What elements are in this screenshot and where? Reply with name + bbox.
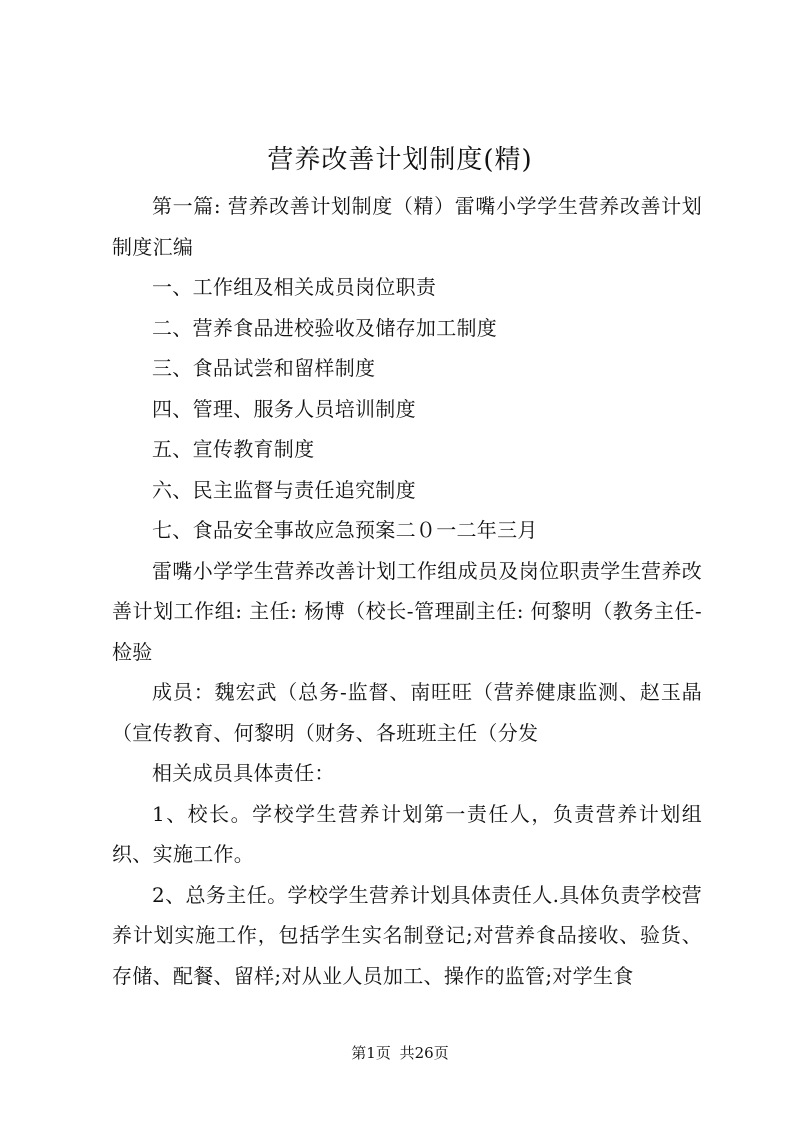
paragraph: 三、食品试尝和留样制度 [152,356,376,380]
paragraph: 二、营养食品进校验收及储存加工制度 [152,315,498,340]
paragraph: 1、校长。学校学生营养计划第一责任人，负责营养计划组织、实施工作。 [112,801,702,866]
paragraph: 第一篇: 营养改善计划制度（精）雷嘴小学学生营养改善计划制度汇编 [112,194,702,259]
paragraph: 六、民主监督与责任追究制度 [152,477,416,502]
paragraph: 七、食品安全事故应急预案二０一二年三月 [152,518,538,542]
paragraph: 相关成员具体责任： [152,761,335,785]
document-title: 营养改善计划制度(精) [267,145,533,175]
paragraph: 一、工作组及相关成员岗位职责 [152,275,437,299]
paragraph: 成员：魏宏武（总务-监督、南旺旺（营养健康监测、赵玉晶（宣传教育、何黎明（财务、各班班主任（分发 [112,680,702,745]
paragraph: 2、总务主任。学校学生营养计划具体责任人.具体负责学校营养计划实施工作，包括学生实名制登记;对营养食品接收、验货、存储、配餐、留样;对从业人员加工、操作的监管;对学生食 [112,882,702,988]
page-number: 第1页 [351,1044,391,1062]
paragraph: 四、管理、服务人员培训制度 [152,396,416,421]
paragraph: 五、宣传教育制度 [152,437,315,461]
paragraph: 雷嘴小学学生营养改善计划工作组成员及岗位职责学生营养改善计划工作组: 主任: 杨博（校长-管理副主任: 何黎明（教务主任-检验 [112,558,702,664]
page-total: 共26页 [399,1044,449,1062]
document-body [112,186,702,996]
page-footer [0,1043,800,1063]
